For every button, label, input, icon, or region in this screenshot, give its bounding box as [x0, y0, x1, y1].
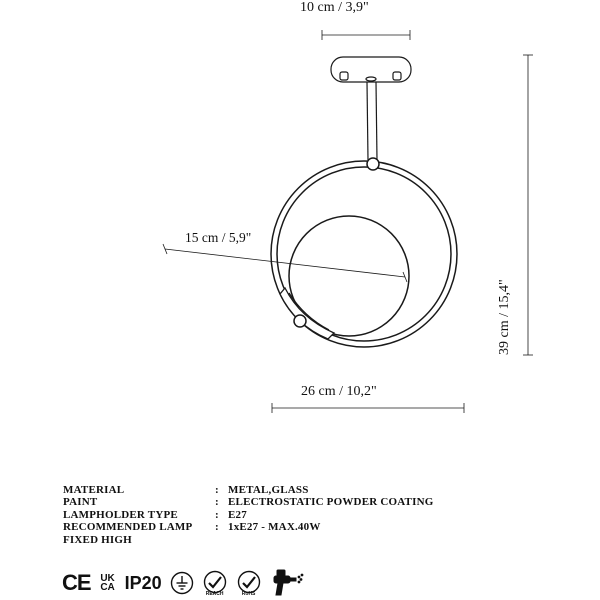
spec-value: METAL,GLASS	[228, 484, 309, 496]
spec-separator: :	[215, 496, 219, 509]
spec-key: RECOMMENDED LAMP	[63, 521, 193, 534]
suspension-rod	[367, 82, 377, 160]
spec-row	[63, 509, 433, 521]
ring-joint-side	[294, 315, 306, 327]
top-dimension-line	[322, 30, 410, 40]
reach-label: REACH	[205, 590, 224, 597]
ring-width-label: 26 cm / 10,2"	[301, 384, 377, 399]
ceiling-canopy	[331, 57, 411, 82]
rohs-label: RoHS	[241, 590, 256, 597]
bottom-dimension-line	[272, 403, 464, 413]
spec-separator	[215, 534, 228, 546]
spec-separator: :	[215, 508, 219, 521]
ce-mark-icon: CE	[62, 570, 91, 595]
ground-symbol-icon	[170, 571, 194, 595]
spec-row	[63, 534, 433, 546]
height-label: 39 cm / 15,4"	[497, 279, 512, 355]
rohs-icon	[236, 570, 262, 597]
height-dimension-line	[523, 55, 533, 355]
ukca-mark-icon	[99, 574, 117, 592]
top-width-label: 10 cm / 3,9"	[300, 0, 369, 15]
ukca-top-text: UK	[100, 573, 115, 584]
reach-icon	[202, 570, 228, 597]
spec-row	[63, 484, 433, 496]
ukca-bottom-text: CA	[100, 582, 115, 593]
ip20-icon: IP20	[124, 572, 162, 593]
diameter-label: 15 cm / 5,9"	[185, 230, 252, 245]
specifications-table	[63, 484, 433, 546]
spec-separator: :	[215, 484, 219, 496]
spec-row	[63, 521, 433, 533]
spec-value: 1xE27 - MAX.40W	[228, 521, 321, 534]
spec-key: PAINT	[63, 496, 98, 509]
spec-key: LAMPHOLDER TYPE	[63, 508, 178, 521]
spec-separator: :	[215, 521, 219, 534]
ring-joint-top	[367, 158, 379, 170]
spec-value: ELECTROSTATIC POWDER COATING	[228, 496, 434, 509]
certification-icons	[62, 566, 312, 600]
spec-key: FIXED HIGH	[63, 533, 132, 546]
spec-value: E27	[228, 508, 247, 521]
spec-key: MATERIAL	[63, 484, 125, 496]
spec-row	[63, 496, 433, 508]
spray-gun-icon	[270, 568, 304, 598]
